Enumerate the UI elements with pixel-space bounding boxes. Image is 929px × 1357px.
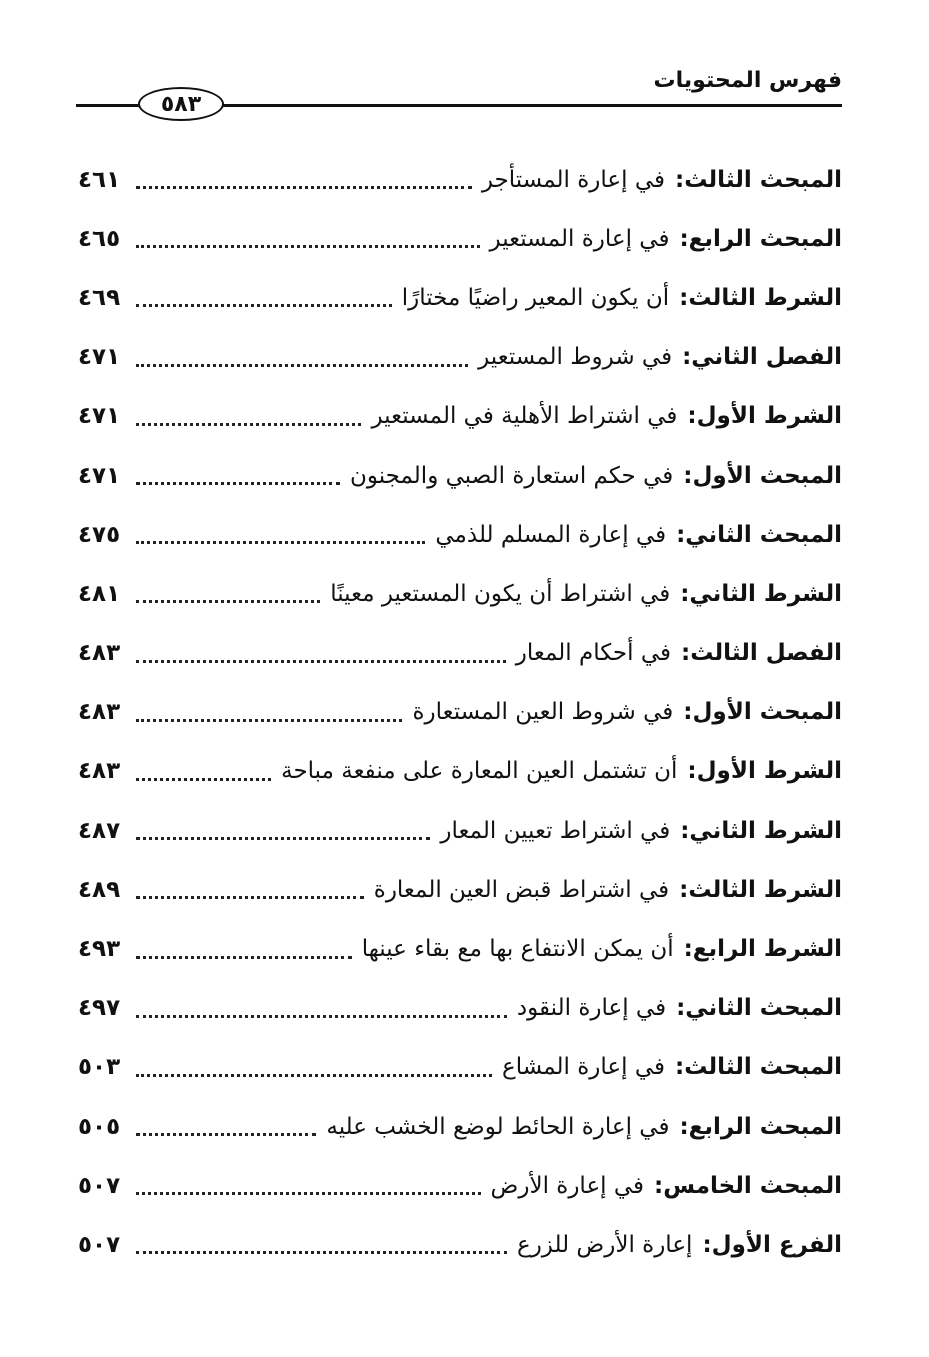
toc-entry-title: في اشتراط تعيين المعار: [440, 817, 671, 844]
dot-leader: [136, 1251, 507, 1254]
dot-leader: [136, 245, 480, 248]
toc-entry-title: في إعارة الحائط لوضع الخشب عليه: [326, 1113, 670, 1140]
toc-entry-label: المبحث الرابع:: [679, 225, 842, 252]
toc-entry-title: في إعارة المستأجر: [481, 166, 665, 193]
dot-leader: [136, 778, 271, 781]
toc-entry: [78, 268, 842, 327]
dot-leader: [136, 600, 320, 603]
toc-entry-title: أن يكون المعير راضيًا مختارًا: [401, 284, 670, 311]
toc-entry-title: في إعارة المشاع: [501, 1054, 665, 1081]
toc-entry-label: الشرط الثالث:: [679, 284, 842, 311]
toc-entry-page-number: ٥٠٧: [78, 1172, 121, 1199]
toc-entry-title: في إعارة الأرض: [490, 1172, 645, 1199]
toc-entry-label: الشرط الثاني:: [680, 580, 842, 607]
toc-entry-page-number: ٤٧١: [78, 462, 121, 489]
toc-entry-page-number: ٤٨٣: [78, 640, 121, 667]
toc-entry: [78, 742, 842, 801]
toc-entry-page-number: ٤٧٥: [78, 521, 121, 548]
toc-entry-page-number: ٤٨١: [78, 580, 121, 607]
toc-entry-title: في اشتراط الأهلية في المستعير: [371, 403, 678, 430]
toc-entry-page-number: ٥٠٧: [78, 1231, 121, 1258]
dot-leader: [136, 1015, 507, 1018]
toc-entry-page-number: ٤٨٧: [78, 817, 121, 844]
toc-entry-page-number: ٤٩٣: [78, 936, 121, 963]
toc-entry-label: الشرط الرابع:: [683, 936, 842, 963]
toc-entry: [78, 919, 842, 978]
toc-entry-label: الشرط الأول:: [687, 758, 842, 785]
toc-entry-label: الفصل الثالث:: [681, 640, 842, 667]
toc-entry-title: في حكم استعارة الصبي والمجنون: [349, 462, 674, 489]
toc-entry-title: في إعارة المستعير: [489, 225, 670, 252]
toc-entry: [78, 1215, 842, 1274]
toc-entry-title: إعارة الأرض للزرع: [516, 1231, 693, 1258]
toc-entry-page-number: ٥٠٣: [78, 1054, 121, 1081]
toc-entry: [78, 801, 842, 860]
toc-entry-page-number: ٤٨٣: [78, 699, 121, 726]
page-number: ٥٨٣: [138, 87, 224, 121]
toc-entry-title: في شروط العين المستعارة: [412, 699, 674, 726]
toc-entry: [78, 1156, 842, 1215]
toc-entry-label: الفرع الأول:: [702, 1231, 842, 1258]
toc-entry-title: أن تشتمل العين المعارة على منفعة مباحة: [281, 758, 678, 785]
toc-entry-label: المبحث الرابع:: [679, 1113, 842, 1140]
dot-leader: [136, 423, 361, 426]
toc-entry-label: المبحث الأول:: [683, 462, 842, 489]
toc-entry-title: في إعارة المسلم للذمي: [435, 521, 667, 548]
toc-entry-page-number: ٥٠٥: [78, 1113, 121, 1140]
toc-entry-label: المبحث الخامس:: [654, 1172, 842, 1199]
toc-entry: [78, 150, 842, 209]
dot-leader: [136, 364, 468, 367]
dot-leader: [136, 719, 402, 722]
toc-entry-label: المبحث الثاني:: [676, 995, 842, 1022]
toc-entry-title: في اشتراط قبض العين المعارة: [373, 876, 670, 903]
dot-leader: [136, 1192, 481, 1195]
toc-entry: [78, 328, 842, 387]
toc-entry-page-number: ٤٦١: [78, 166, 121, 193]
toc-entry: [78, 209, 842, 268]
dot-leader: [136, 896, 364, 899]
dot-leader: [136, 837, 430, 840]
toc-entry-page-number: ٤٧١: [78, 403, 121, 430]
toc-entry: [78, 683, 842, 742]
page-header: [76, 62, 842, 122]
dot-leader: [136, 956, 352, 959]
toc-entry-label: الشرط الثالث:: [679, 876, 842, 903]
toc-entry-page-number: ٤٩٧: [78, 995, 121, 1022]
dot-leader: [136, 186, 472, 189]
dot-leader: [136, 482, 340, 485]
toc-entry-title: في إعارة النقود: [516, 995, 667, 1022]
toc-entry: [78, 979, 842, 1038]
toc-entry-page-number: ٤٧١: [78, 344, 121, 371]
dot-leader: [136, 541, 425, 544]
toc-entry-page-number: ٤٦٩: [78, 284, 121, 311]
dot-leader: [136, 304, 392, 307]
table-of-contents: [78, 150, 842, 1275]
toc-entry-page-number: ٤٨٩: [78, 876, 121, 903]
running-header-title: فهرس المحتويات: [653, 68, 842, 93]
dot-leader: [136, 1074, 492, 1077]
toc-entry: [78, 1097, 842, 1156]
toc-entry: [78, 387, 842, 446]
toc-entry-label: المبحث الثالث:: [675, 1054, 842, 1081]
toc-entry-title: في شروط المستعير: [478, 344, 673, 371]
toc-entry: [78, 505, 842, 564]
toc-entry-label: المبحث الثاني:: [676, 521, 842, 548]
toc-entry-title: أن يمكن الانتفاع بها مع بقاء عينها: [361, 936, 674, 963]
toc-entry-title: في اشتراط أن يكون المستعير معينًا: [330, 580, 671, 607]
toc-entry-label: الشرط الثاني:: [680, 817, 842, 844]
toc-entry-label: المبحث الثالث:: [675, 166, 842, 193]
toc-entry: [78, 860, 842, 919]
toc-entry: [78, 624, 842, 683]
toc-entry-page-number: ٤٦٥: [78, 225, 121, 252]
toc-entry: [78, 446, 842, 505]
toc-entry: [78, 1038, 842, 1097]
toc-entry-page-number: ٤٨٣: [78, 758, 121, 785]
dot-leader: [136, 1133, 316, 1136]
toc-entry-label: المبحث الأول:: [683, 699, 842, 726]
toc-entry-title: في أحكام المعار: [515, 640, 671, 667]
toc-entry-label: الشرط الأول:: [687, 403, 842, 430]
toc-entry-label: الفصل الثاني:: [682, 344, 842, 371]
dot-leader: [136, 660, 506, 663]
toc-entry: [78, 564, 842, 623]
